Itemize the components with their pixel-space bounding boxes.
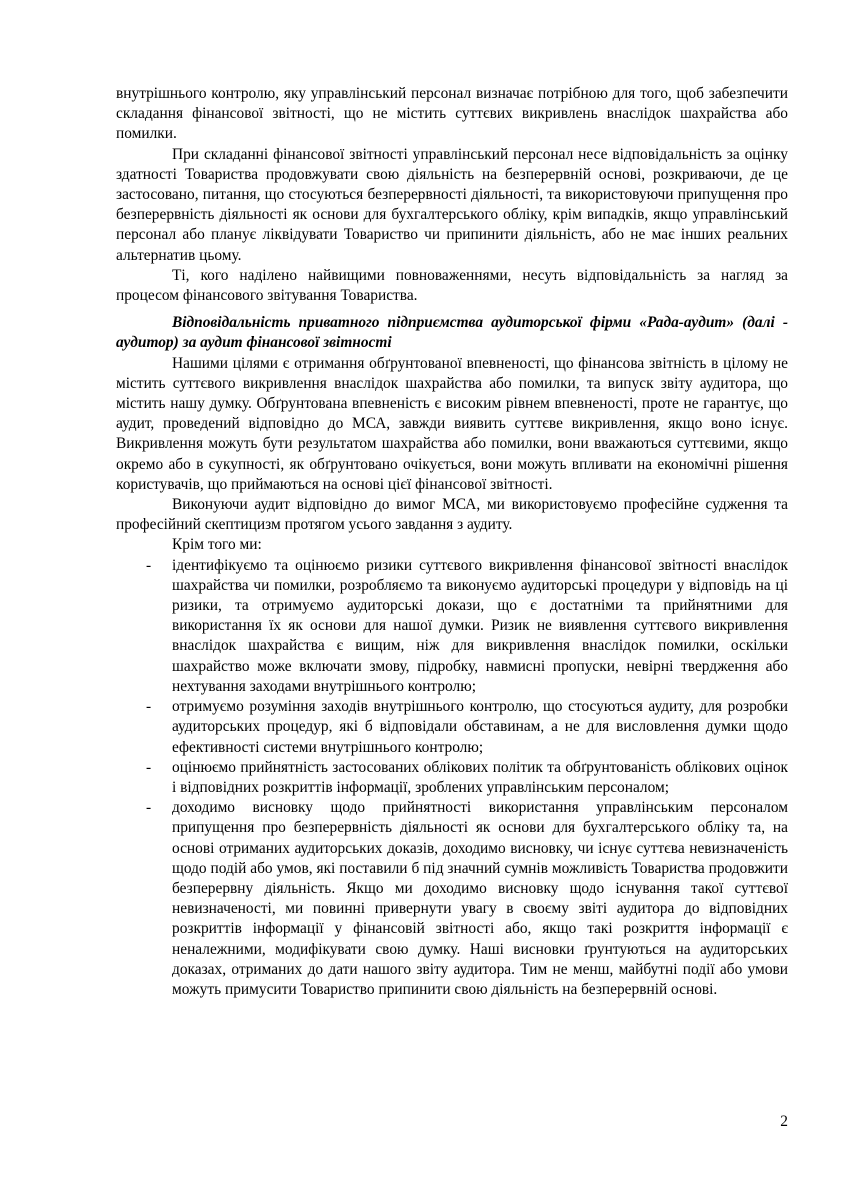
audit-procedures-list (116, 556, 788, 1000)
dash-bullet: - (146, 698, 152, 716)
page-number: 2 (780, 1113, 788, 1130)
paragraph-internal-control: внутрішнього контролю, яку управлінський персонал визначає потрібною для того, щоб забезпечити складання фінансової звітності, що не містить суттєвих викривлень внаслідок шахрайства або помилки. (116, 85, 788, 143)
list-item (116, 697, 788, 758)
section-heading-auditor-responsibility: Відповідальність приватного підприємства аудиторської фірми «Рада-аудит» (далі - аудитор) за аудит фінансової звітності (116, 314, 788, 352)
dash-bullet: - (146, 556, 152, 574)
list-item (116, 556, 788, 697)
paragraph-list-intro: Крім того ми: (172, 536, 262, 554)
list-item-text: ідентифікуємо та оцінюємо ризики суттєвого викривлення фінансової звітності внаслідок шахрайства чи помилки, розробляємо та виконуємо аудиторські процедури у відповідь на ці ризики, та отримуємо аудиторські докази, що є достатніми та прийнятними для використання їх як основи для нашої думки. Ризик не виявлення суттєвого викривлення внаслідок шахрайства є вищим, ніж для викривлення внаслідок помилки, оскільки шахрайство може включати змову, підробку, навмисні пропуски, невірні твердження або нехтування заходами внутрішнього контролю; (172, 556, 788, 695)
list-item-text: отримуємо розуміння заходів внутрішнього контролю, що стосуються аудиту, для розробки аудиторських процедур, які б відповідали обставинам, а не для висловлення думки щодо ефективності системи внутрішнього контролю; (172, 698, 788, 756)
paragraph-audit-objectives: Нашими цілями є отримання обґрунтованої впевненості, що фінансова звітність в цілому не містить суттєвого викривлення внаслідок шахрайства або помилки, та випуск звіту аудитора, що містить нашу думку. Обґрунтована впевненість є високим рівнем впевненості, проте не гарантує, що аудит, проведений відповідно до МСА, завжди виявить суттєве викривлення, якщо воно існує. Викривлення можуть бути результатом шахрайства або помилки, вони вважаються суттєвими, якщо окремо або в сукупності, як обґрунтовано очікується, вони можуть впливати на економічні рішення користувачів, що приймаються на основі цієї фінансової звітності. (116, 354, 788, 493)
list-item (116, 798, 788, 1000)
paragraph-going-concern: При складанні фінансової звітності управлінський персонал несе відповідальність за оцінку здатності Товариства продовжувати свою діяльність на безперервній основі, розкриваючи, де це застосовано, питання, що стосуються безперервності діяльності, та використовуючи припущення про безперервність діяльності як основи для бухгалтерського обліку, крім випадків, якщо управлінський персонал або планує ліквідувати Товариство чи припинити діяльність, або не має інших реальних альтернатив цьому. (116, 145, 788, 264)
page-content (116, 84, 788, 1000)
list-item-text: доходимо висновку щодо прийнятності використання управлінським персоналом припущення про безперервність діяльності як основи для бухгалтерського обліку та, на основі отриманих аудиторських доказів, доходимо висновку, чи існує суттєва невизначеність щодо подій або умов, які поставили б під значний сумнів можливість Товариства продовжити безперервну діяльність. Якщо ми доходимо висновку щодо існування такої суттєвої невизначеності, ми повинні привернути увагу в своєму звіті аудитора до відповідних розкриттів інформації у фінансовій звітності або, якщо такі розкриття інформації є неналежними, модифікувати свою думку. Наші висновки ґрунтуються на аудиторських доказах, отриманих до дати нашого звіту аудитора. Тим не менш, майбутні події або умови можуть примусити Товариство припинити свою діяльність на безперервній основі. (172, 799, 788, 998)
dash-bullet: - (146, 799, 152, 817)
list-item (116, 758, 788, 798)
paragraph-professional-judgment: Виконуючи аудит відповідно до вимог МСА, ми використовуємо професійне судження та професійний скептицизм протягом усього завдання з аудиту. (116, 496, 788, 534)
list-item-text: оцінюємо прийнятність застосованих облікових політик та обґрунтованість облікових оцінок і відповідних розкриттів інформації, зроблених управлінським персоналом; (172, 758, 788, 796)
dash-bullet: - (146, 758, 152, 776)
paragraph-governance: Ті, кого наділено найвищими повноваженнями, несуть відповідальність за нагляд за процесом фінансового звітування Товариства. (116, 266, 788, 305)
